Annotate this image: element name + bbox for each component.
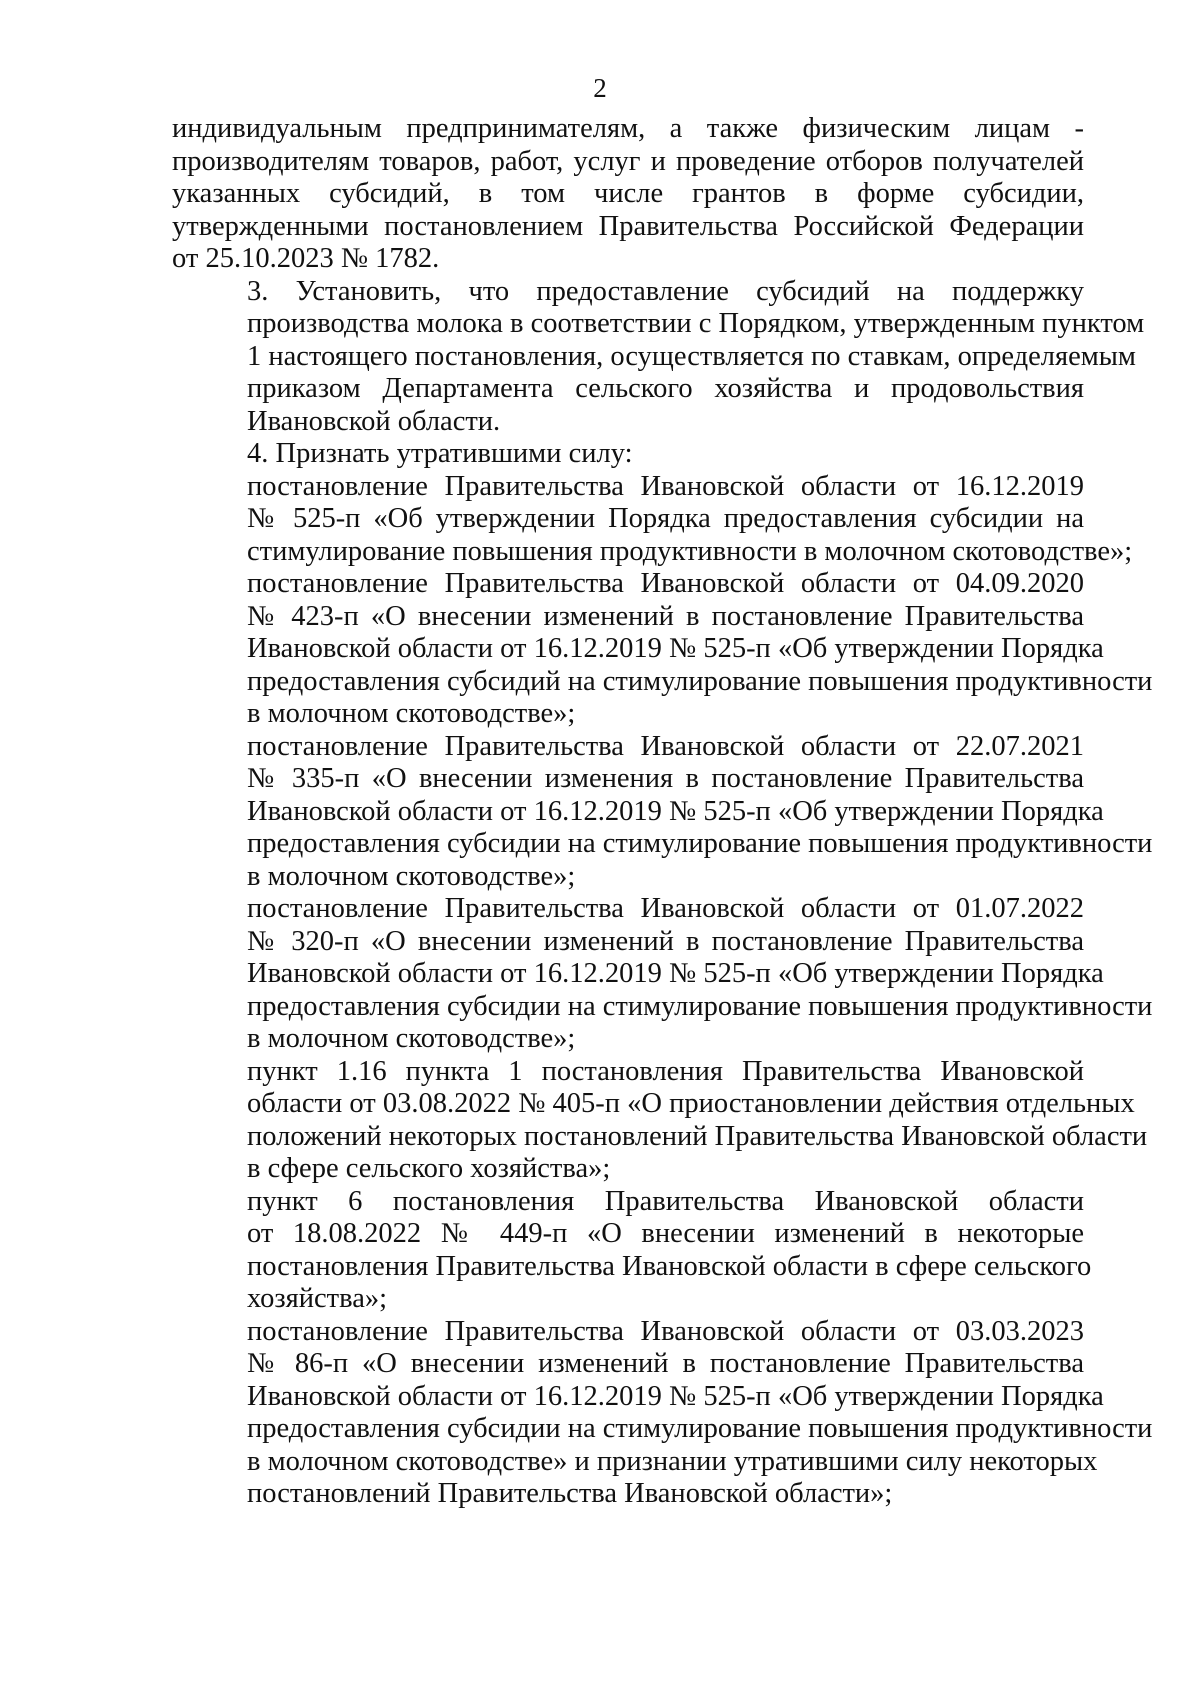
text-line: 1 настоящего постановления, осуществляется по ставкам, определяемым (247, 340, 1136, 372)
text-line: № 86-п «О внесении изменений в постановление Правительства (247, 1348, 1084, 1379)
text-line: в молочном скотоводстве» и признании утратившими силу некоторых (247, 1445, 1098, 1477)
text-line: положений некоторых постановлений Правительства Ивановской области (247, 1120, 1148, 1152)
text-line: Ивановской области от 16.12.2019 № 525-п «Об утверждении Порядка (247, 1380, 1104, 1412)
paragraph (172, 730, 1153, 894)
text-line: Ивановской области от 16.12.2019 № 525-п «Об утверждении Порядка (247, 795, 1104, 827)
text-line: № 525-п «Об утверждении Порядка предоставления субсидии на (247, 503, 1084, 534)
text-line: области от 03.08.2022 № 405-п «О приостановлении действия отдельных (247, 1088, 1135, 1119)
text-line: постановления Правительства Ивановской области в сфере сельского (247, 1250, 1092, 1282)
text-line: от 25.10.2023 № 1782. (172, 243, 440, 274)
text-line: хозяйства»; (247, 1283, 388, 1314)
text-line: в сфере сельского хозяйства»; (247, 1153, 611, 1184)
text-line: индивидуальным предпринимателям, а также физическим лицам - (172, 113, 1084, 144)
text-line: постановлений Правительства Ивановской области»; (247, 1478, 893, 1509)
text-line: от 18.08.2022 № 449-п «О внесении изменений в некоторые (247, 1218, 1084, 1249)
text-line: постановление Правительства Ивановской области от 01.07.2022 (247, 893, 1084, 924)
text-line: пункт 1.16 пункта 1 постановления Правительства Ивановской (247, 1055, 1084, 1087)
text-line: постановление Правительства Ивановской области от 04.09.2020 (247, 568, 1084, 599)
paragraph (172, 1055, 1148, 1186)
paragraph (172, 275, 1145, 439)
text-line: постановление Правительства Ивановской области от 22.07.2021 (247, 730, 1084, 762)
text-line: пункт 6 постановления Правительства Ивановской области (247, 1185, 1084, 1217)
text-line: производства молока в соответствии с Порядком, утвержденным пунктом (247, 308, 1145, 339)
text-line: № 320-п «О внесении изменений в постановление Правительства (247, 925, 1084, 957)
paragraph (172, 568, 1153, 731)
text-line: № 423-п «О внесении изменений в постановление Правительства (247, 600, 1084, 632)
text-line: стимулирование повышения продуктивности в молочном скотоводстве»; (247, 535, 1133, 567)
paragraph (172, 893, 1153, 1056)
paragraph (172, 1315, 1153, 1511)
text-line: в молочном скотоводстве»; (247, 1023, 576, 1054)
text-line: в молочном скотоводстве»; (247, 860, 576, 892)
paragraph (172, 113, 1084, 276)
text-line: приказом Департамента сельского хозяйства и продовольствия (247, 373, 1084, 404)
text-line: Ивановской области от 16.12.2019 № 525-п «Об утверждении Порядка (247, 633, 1104, 664)
text-line: Ивановской области от 16.12.2019 № 525-п «Об утверждении Порядка (247, 958, 1104, 989)
text-line: предоставления субсидии на стимулирование повышения продуктивности (247, 1413, 1153, 1444)
document-body (172, 113, 1153, 1511)
paragraph (172, 438, 1084, 471)
text-line: 4. Признать утратившими силу: (247, 438, 633, 469)
page-number: 2 (593, 73, 607, 103)
paragraph (172, 1185, 1092, 1316)
text-line: предоставления субсидий на стимулирование повышения продуктивности (247, 665, 1153, 697)
text-line: утвержденными постановлением Правительства Российской Федерации (172, 210, 1084, 242)
text-line: 3. Установить, что предоставление субсидий на поддержку (247, 275, 1084, 307)
text-line: постановление Правительства Ивановской области от 03.03.2023 (247, 1315, 1084, 1347)
text-line: предоставления субсидии на стимулирование повышения продуктивности (247, 990, 1153, 1022)
text-line: предоставления субсидии на стимулирование повышения продуктивности (247, 828, 1153, 859)
text-line: № 335-п «О внесении изменения в постановление Правительства (247, 763, 1084, 794)
paragraph (172, 470, 1133, 569)
text-line: указанных субсидий, в том числе грантов в форме субсидии, (172, 178, 1084, 209)
text-line: в молочном скотоводстве»; (247, 698, 576, 729)
text-line: постановление Правительства Ивановской области от 16.12.2019 (247, 470, 1084, 502)
text-line: производителям товаров, работ, услуг и проведение отборов получателей (172, 145, 1084, 177)
text-line: Ивановской области. (247, 405, 501, 437)
